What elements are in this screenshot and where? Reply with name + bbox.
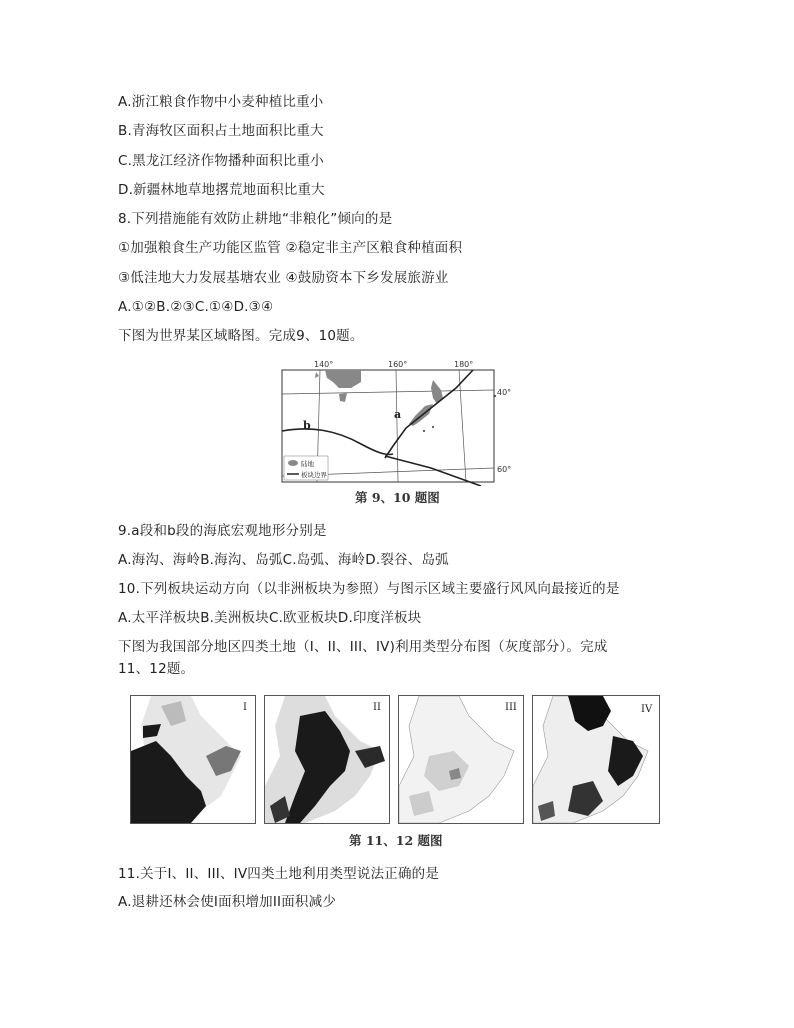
q7-option-b: B.青海牧区面积占土地面积比重大: [118, 123, 324, 139]
land-panel-ii: [264, 695, 390, 824]
q11-option-a: A.退耕还林会使I面积增加II面积减少: [118, 894, 337, 910]
q10-stem: 10.下列板块运动方向（以非洲板块为参照）与图示区域主要盛行风风向最接近的是: [118, 581, 620, 597]
q8-stem: 8.下列措施能有效防止耕地“非粮化”倾向的是: [118, 211, 393, 227]
panel-label-ii: II: [373, 702, 381, 713]
q8-statements-2: ③低洼地大力发展基塘农业 ④鼓励资本下乡发展旅游业: [118, 270, 449, 286]
panel-label-iii: III: [505, 702, 517, 713]
legend-land-label: 陆地: [301, 460, 314, 468]
q9-choices: A.海沟、海岭B.海沟、岛弧C.岛弧、海岭D.裂谷、岛弧: [118, 552, 449, 568]
label-a: a: [394, 408, 402, 421]
lat-label-40: 40°: [497, 388, 512, 397]
q8-choices: A.①②B.②③C.①④D.③④: [118, 299, 274, 315]
intro-q9-q10: 下图为世界某区域略图。完成9、10题。: [118, 328, 364, 344]
q7-option-c: C.黑龙江经济作物播种面积比重小: [118, 153, 324, 169]
q9-stem: 9.a段和b段的海底宏观地形分别是: [118, 523, 327, 539]
land-panel-iii: [398, 695, 524, 824]
intro-q11-q12-line2: 11、12题。: [118, 661, 195, 677]
intro-q11-q12-line1: 下图为我国部分地区四类土地（I、II、III、IV)利用类型分布图（灰度部分）。完成: [118, 639, 608, 655]
label-b: b: [303, 419, 311, 432]
lat-label-60: 60°: [497, 465, 512, 474]
legend-boundary-label: 板块边界: [301, 471, 327, 479]
world-region-map: [281, 358, 518, 486]
legend-land-swatch: [288, 460, 298, 466]
q8-statements-1: ①加强粮食生产功能区监管 ②稳定非主产区粮食种植面积: [118, 240, 463, 256]
panel-label-iv: IV: [641, 704, 653, 715]
map-caption: 第 9、10 题图: [355, 490, 440, 505]
lon-label-180: 180°: [454, 360, 474, 369]
q10-choices: A.太平洋板块B.美洲板块C.欧亚板块D.印度洋板块: [118, 610, 422, 626]
lon-label-140: 140°: [314, 360, 334, 369]
land-figure-caption: 第 11、12 题图: [349, 833, 443, 848]
lon-label-160: 160°: [388, 360, 408, 369]
q7-option-a: A.浙江粮食作物中小麦种植比重小: [118, 94, 324, 110]
q7-option-d: D.新疆林地草地撂荒地面积比重大: [118, 182, 325, 198]
land-panel-i: [130, 695, 256, 824]
land-panel-iv: [532, 695, 660, 824]
q11-stem: 11.关于I、II、III、IV四类土地利用类型说法正确的是: [118, 866, 440, 882]
panel-label-i: I: [243, 702, 247, 713]
